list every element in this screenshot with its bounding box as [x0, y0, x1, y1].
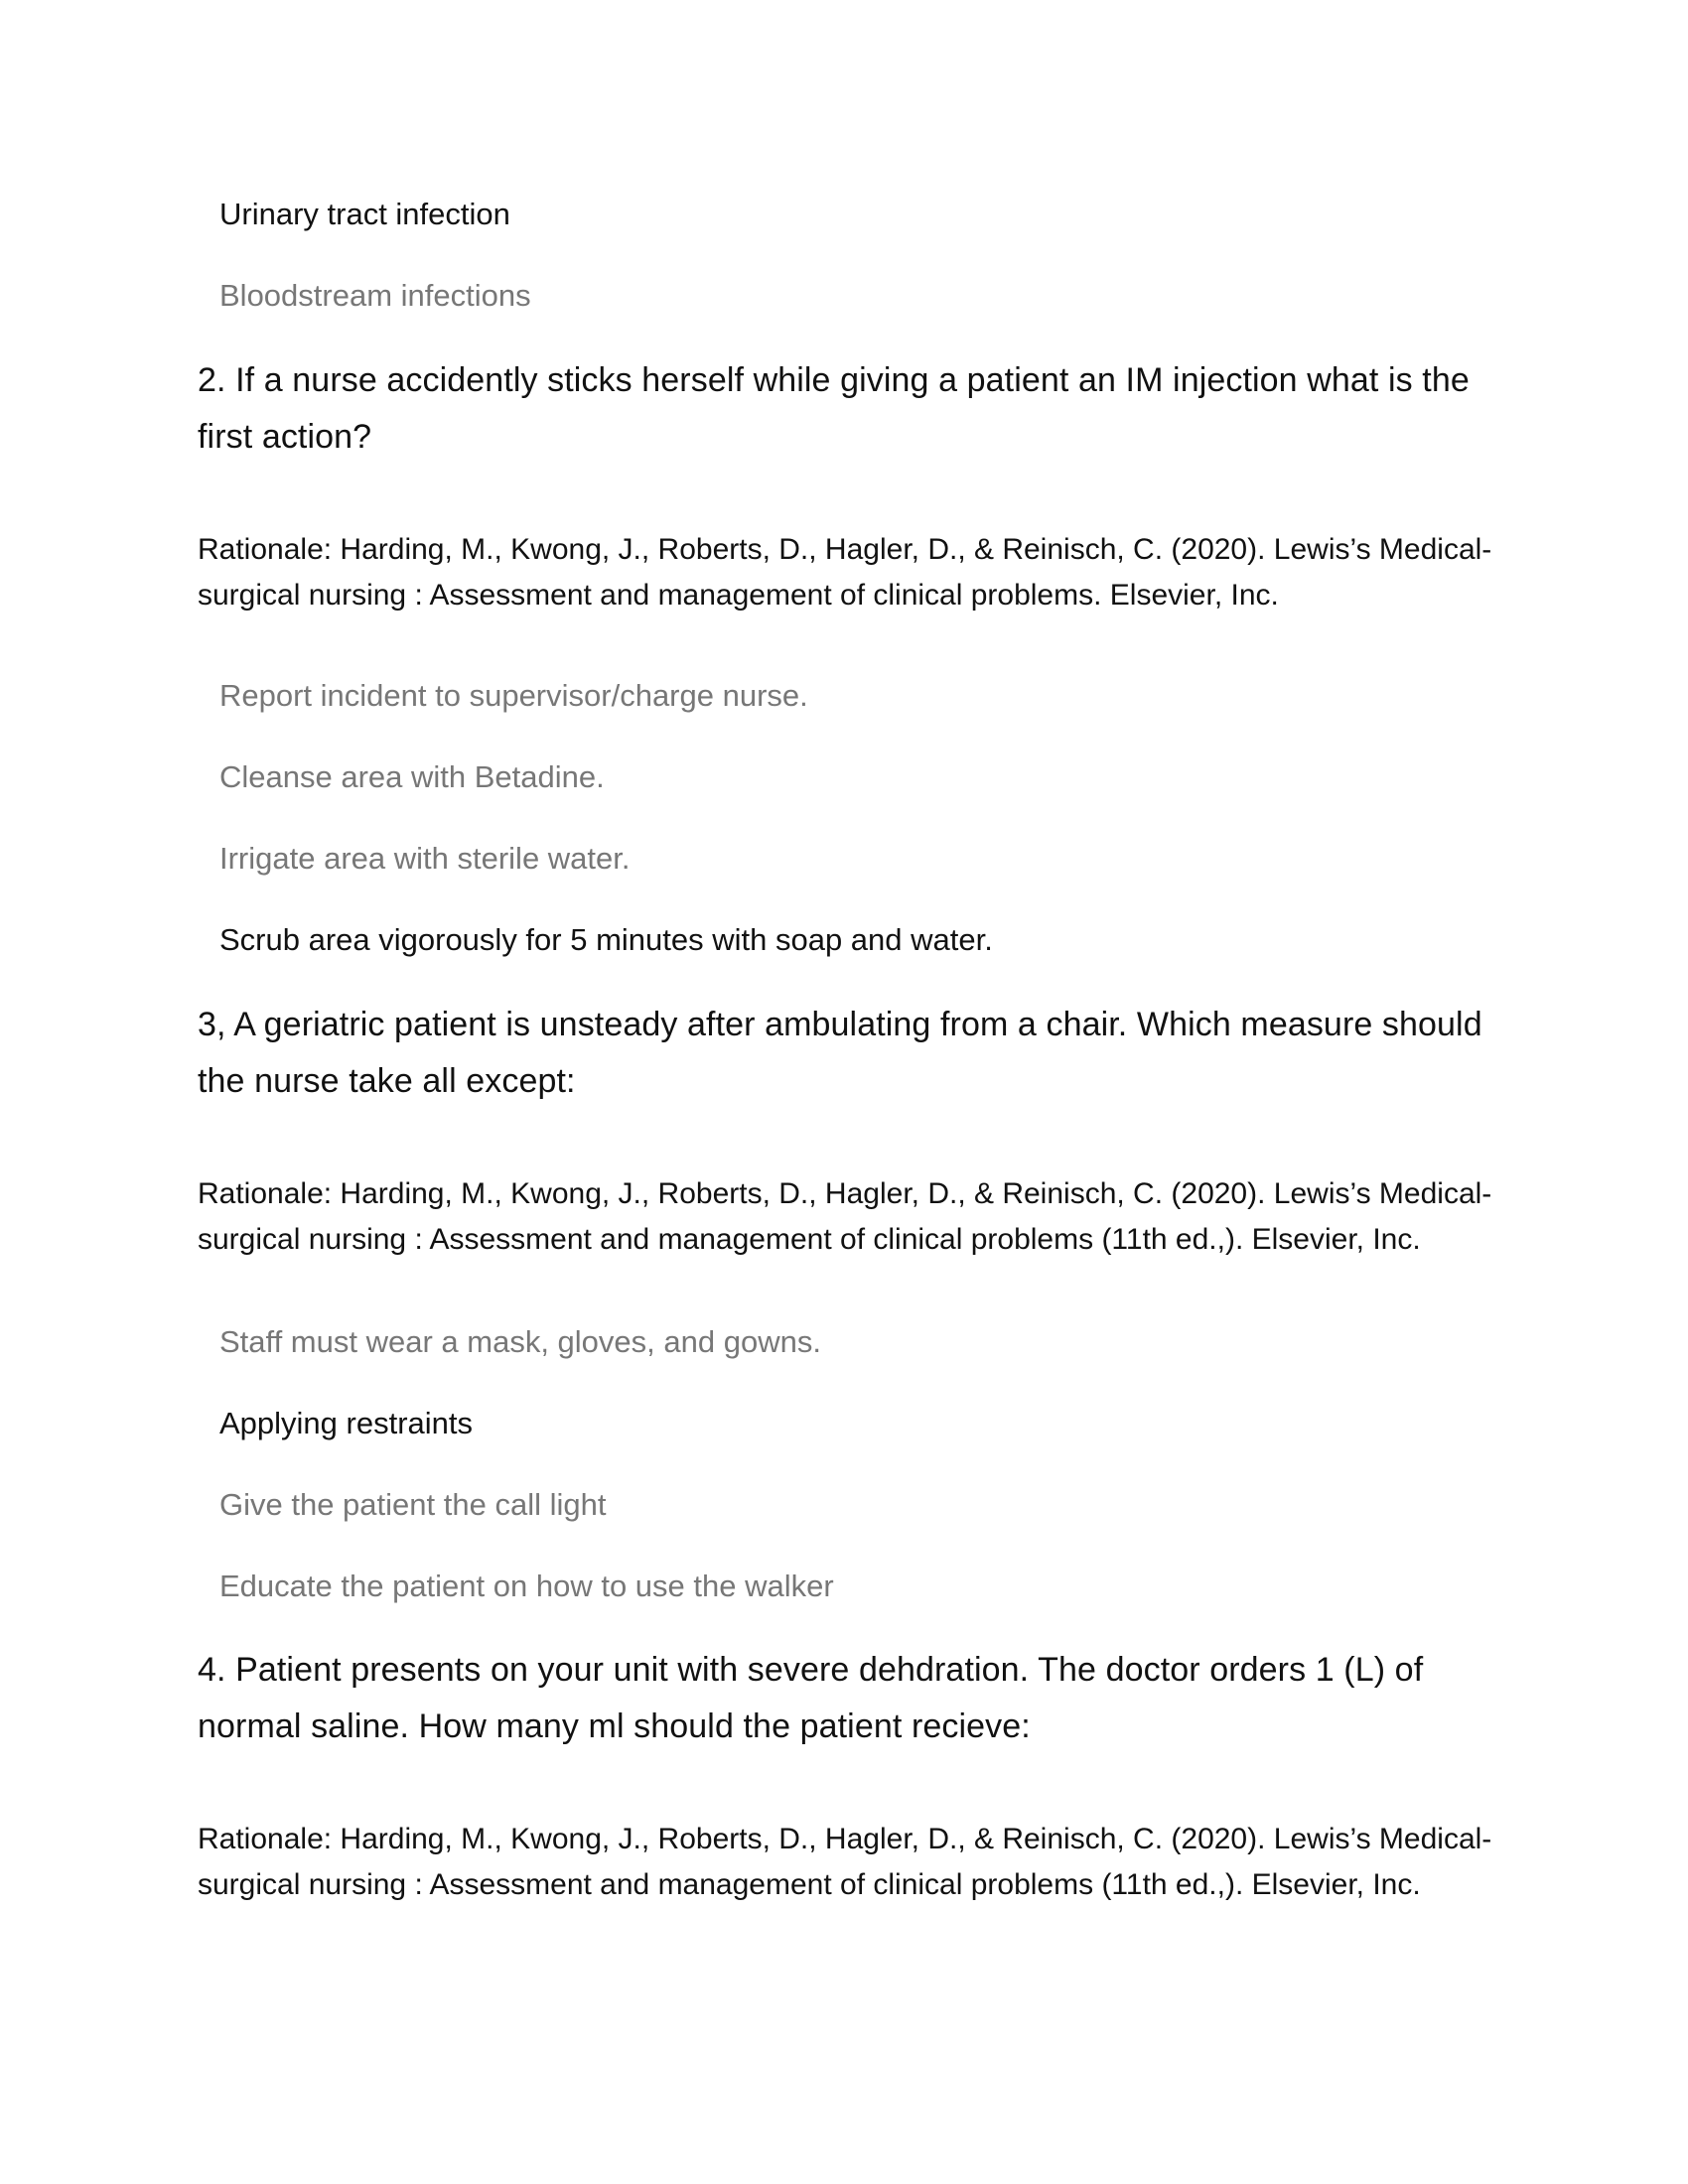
answer-option: Irrigate area with sterile water.: [219, 841, 631, 876]
question-4-text: 4. Patient presents on your unit with severe dehdration. The doctor orders 1 (L) of: [198, 1651, 1424, 1689]
question-4-rationale: Rationale: Harding, M., Kwong, J., Roberts, D., Hagler, D., & Reinisch, C. (2020). Lewis’s Medical-: [198, 1823, 1492, 1855]
question-4-rationale: surgical nursing : Assessment and management of clinical problems (11th ed.,). Elsevier, Inc.: [198, 1868, 1421, 1901]
question-3-text: the nurse take all except:: [198, 1062, 576, 1100]
answer-option: Staff must wear a mask, gloves, and gowns.: [219, 1324, 821, 1359]
answer-option: Educate the patient on how to use the walker: [219, 1569, 834, 1603]
question-4-text: normal saline. How many ml should the patient recieve:: [198, 1707, 1031, 1745]
answer-option: Give the patient the call light: [219, 1487, 607, 1522]
question-2-text: 2. If a nurse accidently sticks herself while giving a patient an IM injection what is the: [198, 361, 1470, 399]
answer-option: Applying restraints: [219, 1406, 474, 1440]
answer-option: Cleanse area with Betadine.: [219, 759, 605, 794]
answer-option: Bloodstream infections: [219, 278, 531, 313]
answer-option: Urinary tract infection: [219, 197, 510, 231]
question-2-text: first action?: [198, 418, 372, 456]
answer-option: Scrub area vigorously for 5 minutes with soap and water.: [219, 922, 993, 957]
answer-option: Report incident to supervisor/charge nurse.: [219, 678, 808, 713]
question-2-rationale: Rationale: Harding, M., Kwong, J., Roberts, D., Hagler, D., & Reinisch, C. (2020). Lewis’s Medical-: [198, 533, 1492, 566]
question-3-rationale: surgical nursing : Assessment and management of clinical problems (11th ed.,). Elsevier, Inc.: [198, 1223, 1421, 1256]
question-3-text: 3, A geriatric patient is unsteady after ambulating from a chair. Which measure should: [198, 1006, 1482, 1043]
question-2-rationale: surgical nursing : Assessment and management of clinical problems. Elsevier, Inc.: [198, 579, 1279, 612]
question-3-rationale: Rationale: Harding, M., Kwong, J., Roberts, D., Hagler, D., & Reinisch, C. (2020). Lewis’s Medical-: [198, 1177, 1492, 1210]
